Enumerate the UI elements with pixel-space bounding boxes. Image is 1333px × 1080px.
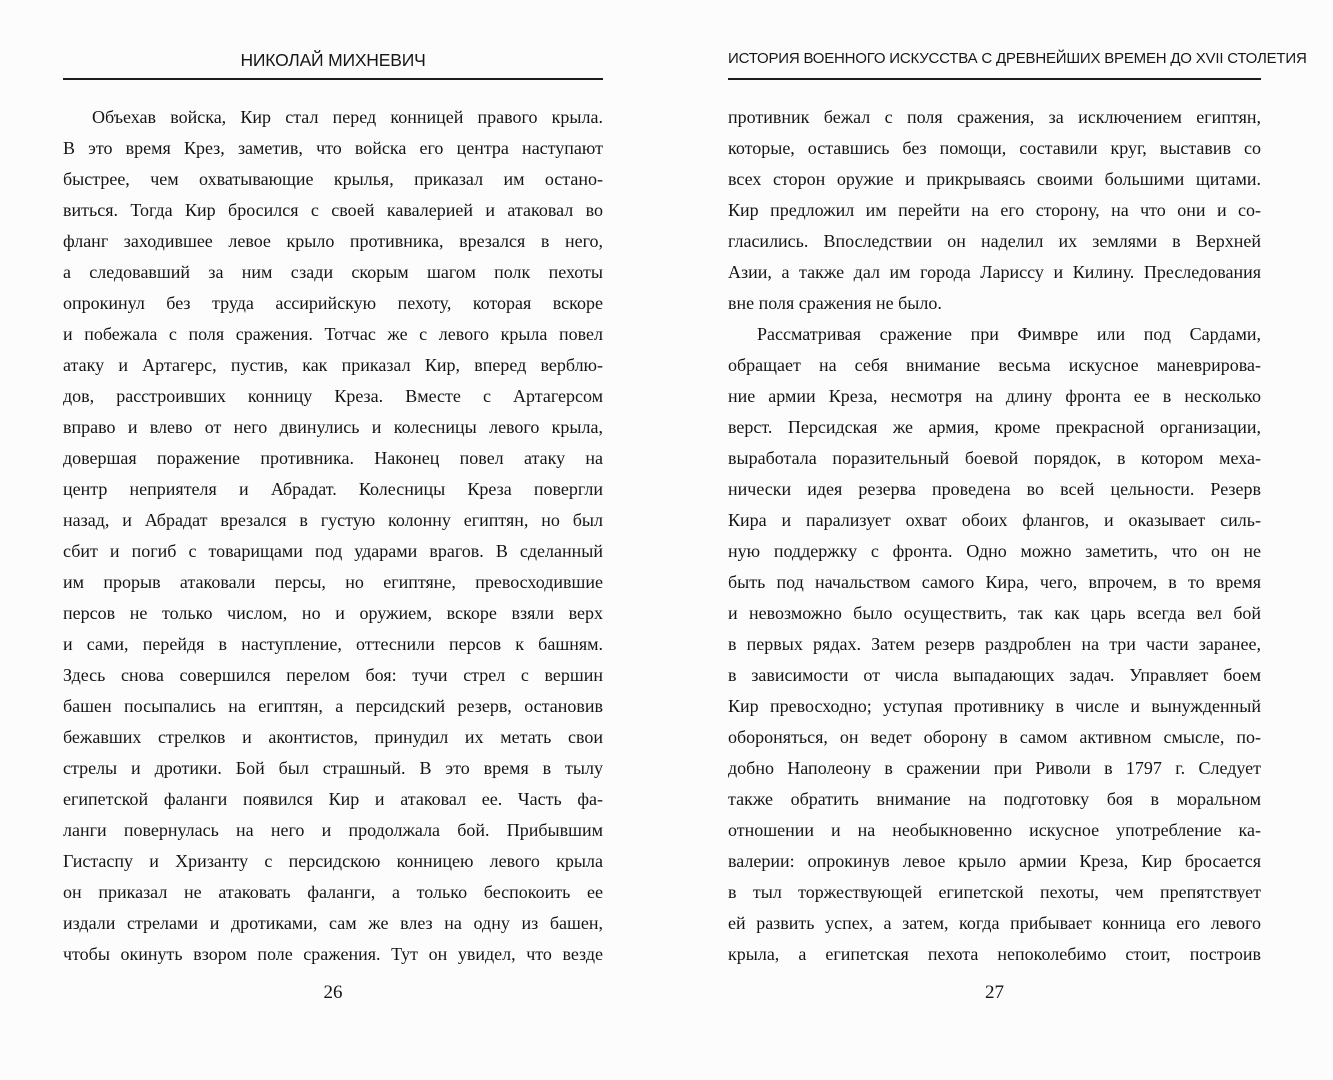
text-line: крыла, а египетская пехота непоколебимо стоит, построив <box>728 944 1261 964</box>
text-line: издали стрелами и дротиками, сам же влез на одну из башен, <box>63 913 603 933</box>
text-line: быть под начальством самого Кира, чего, впрочем, в то время <box>728 572 1261 592</box>
text-line: виться. Тогда Кир бросился с своей кавалерией и атаковал во <box>63 200 603 220</box>
text-line: фланг заходившее левое крыло противника, врезался в него, <box>63 231 603 251</box>
text-line: довершая поражение противника. Наконец повел атаку на <box>63 448 603 468</box>
text-line: в тыл торжествующей египетской пехоты, чем препятствует <box>728 882 1261 902</box>
text-line: гласились. Впоследствии он наделил их землями в Верхней <box>728 231 1261 251</box>
text-line: Кир превосходно; уступая противнику в числе и вынужденный <box>728 696 1261 716</box>
text-line: которые, оставшись без помощи, составили круг, выставив со <box>728 138 1261 158</box>
text-line: а следовавший за ним сзади скорым шагом полк пехоты <box>63 262 603 282</box>
text-line: ланги повернулась на него и продолжала бой. Прибывшим <box>63 820 603 840</box>
text-line: ную поддержку с фронта. Одно можно заметить, что он не <box>728 541 1261 561</box>
text-line: бежавших стрелков и аконтистов, принудил их метать свои <box>63 727 603 747</box>
text-line: быстрее, чем охватывающие крылья, приказал им остано- <box>63 169 603 189</box>
text-line: отношении и на необыкновенно искусное употребление ка- <box>728 820 1261 840</box>
text-line: Здесь снова совершился перелом боя: тучи стрел с вершин <box>63 665 603 685</box>
text-line: верст. Персидская же армия, кроме прекрасной организации, <box>728 417 1261 437</box>
text-line: нически идея резерва проведена во всей цельности. Резерв <box>728 479 1261 499</box>
text-line: В это время Крез, заметив, что войска его центра наступают <box>63 138 603 158</box>
text-line: египетской фаланги появился Кир и атаковал ее. Часть фа- <box>63 789 603 809</box>
running-header-title: ИСТОРИЯ ВОЕННОГО ИСКУССТВА С ДРЕВНЕЙШИХ ВРЕМЕН ДО XVII СТОЛЕТИЯ <box>728 50 1307 67</box>
page-number: 26 <box>323 982 343 1003</box>
text-line: атаку и Артагерс, пустив, как приказал Кир, вперед верблю- <box>63 355 603 375</box>
text-line: Азии, а также дал им города Лариссу и Килину. Преследования <box>728 262 1261 282</box>
text-line: дов, расстроивших конницу Креза. Вместе с Артагерсом <box>63 386 603 406</box>
text-line: Объехав войска, Кир стал перед конницей правого крыла. <box>92 107 603 127</box>
page-text <box>728 102 1261 970</box>
text-line: Рассматривая сражение при Фимвре или под Сардами, <box>757 324 1261 344</box>
text-line: башен посыпались на египтян, а персидский резерв, остановив <box>63 696 603 716</box>
text-line: стрелы и дротики. Бой был страшный. В это время в тылу <box>63 758 603 778</box>
text-line: и невозможно было осуществить, так как царь всегда вел бой <box>728 603 1261 623</box>
text-line: вне поля сражения не было. <box>728 293 942 313</box>
text-line: ние армии Креза, несмотря на длину фронта ее в несколько <box>728 386 1261 406</box>
text-line: в первых рядах. Затем резерв раздроблен на три части заранее, <box>728 634 1261 654</box>
text-line: и побежала с поля сражения. Тотчас же с левого крыла повел <box>63 324 603 344</box>
left-page <box>63 0 603 1080</box>
page-text <box>63 102 603 970</box>
text-line: Гистаспу и Хризанту с персидскою конницею левого крыла <box>63 851 603 871</box>
text-line: центр неприятеля и Абрадат. Колесницы Креза повергли <box>63 479 603 499</box>
text-line: валерии: опрокинув левое крыло армии Креза, Кир бросается <box>728 851 1261 871</box>
text-line: им прорыв атаковали персы, но египтяне, превосходившие <box>63 572 603 592</box>
header-rule <box>728 78 1261 80</box>
page-number: 27 <box>985 982 1004 1003</box>
text-line: также обратить внимание на подготовку боя в моральном <box>728 789 1261 809</box>
text-line: и сами, перейдя в наступление, оттеснили персов к башням. <box>63 634 603 654</box>
text-line: обращает на себя внимание весьма искусное маневрирова- <box>728 355 1261 375</box>
text-line: ей развить успех, а затем, когда прибывает конница его левого <box>728 913 1261 933</box>
text-line: добно Наполеону в сражении при Риволи в 1797 г. Следует <box>728 758 1261 778</box>
text-line: назад, и Абрадат врезался в густую колонну египтян, но был <box>63 510 603 530</box>
text-line: опрокинул без труда ассирийскую пехоту, которая вскоре <box>63 293 603 313</box>
text-line: противник бежал с поля сражения, за исключением египтян, <box>728 107 1261 127</box>
text-line: Кир предложил им перейти на его сторону, на что они и со- <box>728 200 1261 220</box>
text-line: всех сторон оружие и прикрываясь своими большими щитами. <box>728 169 1261 189</box>
text-line: Кира и парализует охват обоих флангов, и оказывает силь- <box>728 510 1261 530</box>
text-line: сбит и погиб с товарищами под ударами врагов. В сделанный <box>63 541 603 561</box>
running-header-author: НИКОЛАЙ МИХНЕВИЧ <box>240 50 426 70</box>
text-line: в зависимости от числа выпадающих задач. Управляет боем <box>728 665 1261 685</box>
right-page <box>728 0 1307 1080</box>
header-rule <box>63 78 603 80</box>
text-line: персов не только числом, но и оружием, вскоре взяли верх <box>63 603 603 623</box>
text-line: выработала поразительный боевой порядок, в котором меха- <box>728 448 1261 468</box>
text-line: вправо и влево от него двинулись и колесницы левого крыла, <box>63 417 603 437</box>
text-line: обороняться, он ведет оборону в самом активном смысле, по- <box>728 727 1261 747</box>
text-line: он приказал не атаковать фаланги, а только беспокоить ее <box>63 882 603 902</box>
text-line: чтобы окинуть взором поле сражения. Тут он увидел, что везде <box>63 944 603 964</box>
